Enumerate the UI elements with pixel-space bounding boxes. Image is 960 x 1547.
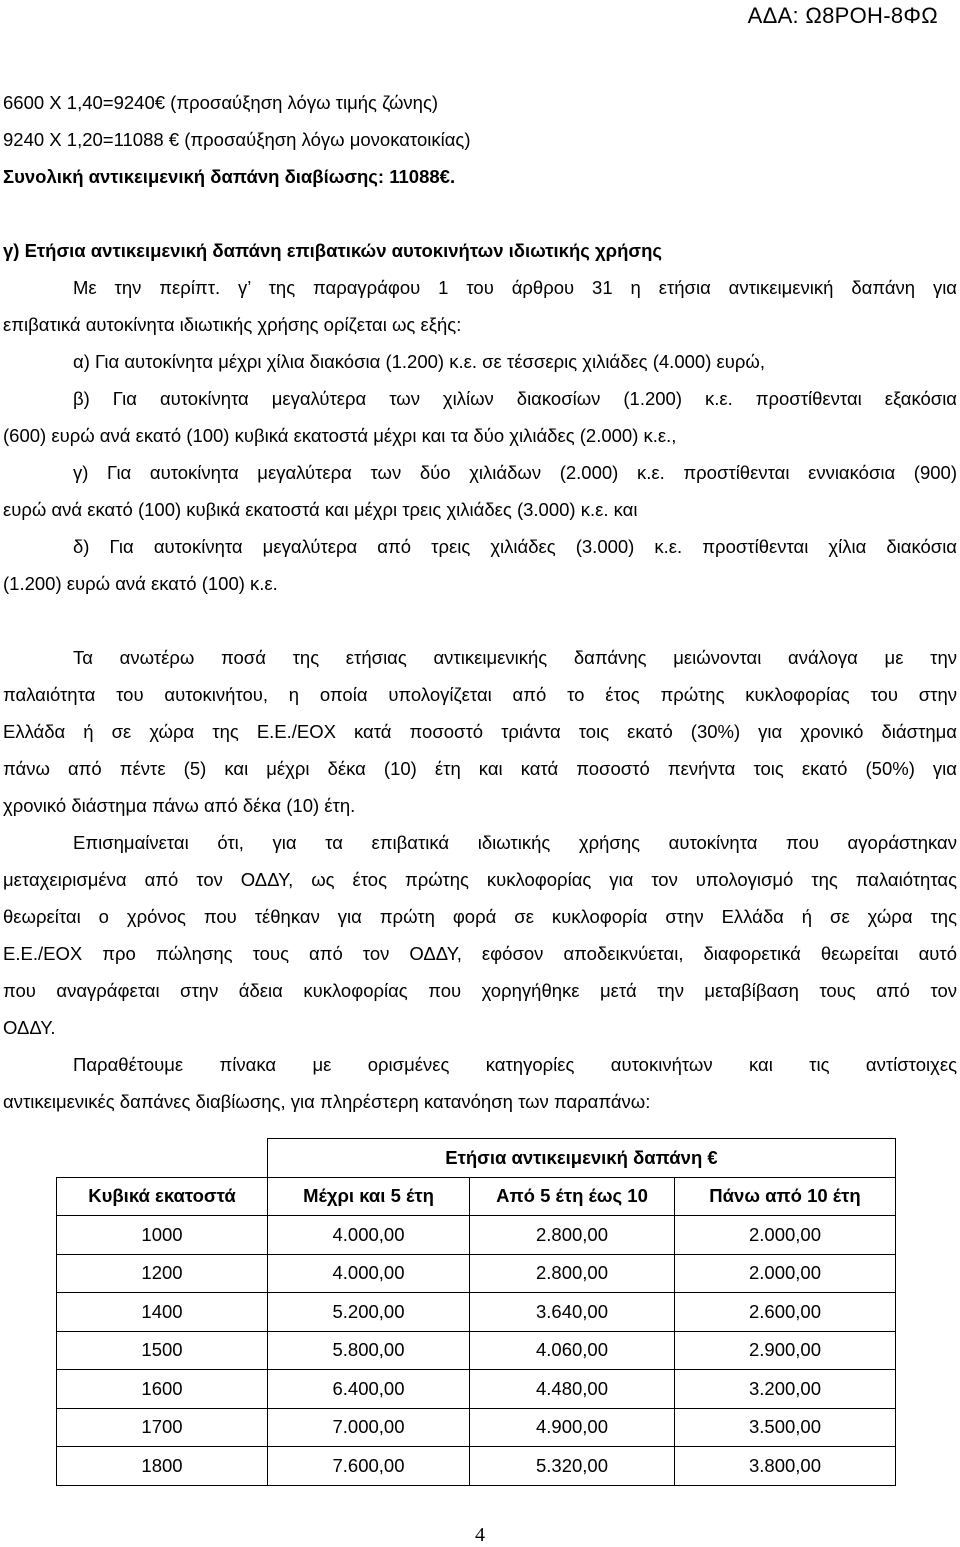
cell-value: 3.200,00 (675, 1370, 896, 1409)
cell-value: 4.000,00 (268, 1216, 470, 1255)
table-row (57, 1370, 896, 1409)
rule-d-line-1: δ) Για αυτοκίνητα μεγαλύτερα από τρεις χιλιάδες (3.000) κ.ε. προστίθενται χίλια διακόσια (73, 536, 957, 557)
page-number: 4 (475, 1524, 485, 1546)
para2-line-6: ΟΔΔΥ. (3, 1017, 56, 1038)
para2-line-5: που αναγράφεται στην άδεια κυκλοφορίας που χορηγήθηκε μετά την μεταβίβαση τους από τον (3, 980, 957, 1001)
header-5-to-10: Από 5 έτη έως 10 (470, 1177, 675, 1216)
cell-cc: 1800 (57, 1447, 268, 1486)
para2-line-1: Επισημαίνεται ότι, για τα επιβατικά ιδιωτικής χρήσης αυτοκίνητα που αγοράστηκαν (73, 832, 957, 853)
cell-cc: 1000 (57, 1216, 268, 1255)
empty-corner-cell (57, 1139, 268, 1178)
cell-value: 5.200,00 (268, 1293, 470, 1332)
para1-line-3: Ελλάδα ή σε χώρα της Ε.Ε./ΕΟΧ κατά ποσοστό τριάντα τοις εκατό (30%) για χρονικό διάστημα (3, 721, 957, 742)
table-row (57, 1216, 896, 1255)
para1-line-4: πάνω από πέντε (5) και μέχρι δέκα (10) έτη και κατά ποσοστό πενήντα τοις εκατό (50%) για (3, 758, 957, 779)
rule-b-line-2: (600) ευρώ ανά εκατό (100) κυβικά εκατοστά μέχρι και τα δύο χιλιάδες (2.000) κ.ε., (3, 425, 677, 446)
cell-value: 5.800,00 (268, 1331, 470, 1370)
cell-value: 2.800,00 (470, 1254, 675, 1293)
para1-line-5: χρονικό διάστημα πάνω από δέκα (10) έτη. (3, 795, 356, 816)
para2-line-2: μεταχειρισμένα από τον ΟΔΔΥ, ως έτος πρώτης κυκλοφορίας για τον υπολογισμό της παλαιότητας (3, 869, 957, 890)
rule-c-line-1: γ) Για αυτοκίνητα μεγαλύτερα των δύο χιλιάδων (2.000) κ.ε. προστίθενται εννιακόσια (900) (73, 462, 957, 483)
rule-c-line-2: ευρώ ανά εκατό (100) κυβικά εκατοστά και μέχρι τρεις χιλιάδες (3.000) κ.ε. και (3, 499, 638, 520)
cell-value: 2.000,00 (675, 1216, 896, 1255)
header-over-10: Πάνω από 10 έτη (675, 1177, 896, 1216)
intro-line-2: επιβατικά αυτοκίνητα ιδιωτικής χρήσης ορίζεται ως εξής: (3, 314, 462, 335)
cell-value: 3.640,00 (470, 1293, 675, 1332)
table-row (57, 1254, 896, 1293)
para1-line-2: παλαιότητα του αυτοκινήτου, η οποία υπολογίζεται από το έτος πρώτης κυκλοφορίας του στην (3, 684, 957, 705)
cell-value: 4.060,00 (470, 1331, 675, 1370)
cell-value: 2.900,00 (675, 1331, 896, 1370)
cell-value: 7.600,00 (268, 1447, 470, 1486)
cost-table (56, 1138, 896, 1486)
cell-cc: 1600 (57, 1370, 268, 1409)
calc-line-2: 9240 Χ 1,20=11088 € (προσαύξηση λόγω μονοκατοικίας) (3, 129, 471, 150)
cell-value: 4.900,00 (470, 1408, 675, 1447)
cell-cc: 1200 (57, 1254, 268, 1293)
table-title-row (57, 1139, 896, 1178)
cell-value: 2.000,00 (675, 1254, 896, 1293)
cell-value: 4.480,00 (470, 1370, 675, 1409)
para2-line-3: θεωρείται ο χρόνος που τέθηκαν για πρώτη φορά σε κυκλοφορία στην Ελλάδα ή σε χώρα της (3, 906, 957, 927)
table-row (57, 1447, 896, 1486)
table-header-row (57, 1177, 896, 1216)
cell-value: 4.000,00 (268, 1254, 470, 1293)
intro-line-1: Με την περίπτ. γ’ της παραγράφου 1 του άρθρου 31 η ετήσια αντικειμενική δαπάνη για (73, 277, 957, 298)
table-title: Ετήσια αντικειμενική δαπάνη € (268, 1139, 896, 1178)
table-row (57, 1331, 896, 1370)
header-up-to-5: Μέχρι και 5 έτη (268, 1177, 470, 1216)
cell-value: 5.320,00 (470, 1447, 675, 1486)
table-row (57, 1293, 896, 1332)
table-row (57, 1408, 896, 1447)
cell-value: 3.500,00 (675, 1408, 896, 1447)
rule-b-line-1: β) Για αυτοκίνητα μεγαλύτερα των χιλίων διακοσίων (1.200) κ.ε. προστίθενται εξακόσια (73, 388, 957, 409)
para2-line-4: Ε.Ε./ΕΟΧ προ πώλησης τους από τον ΟΔΔΥ, εφόσον αποδεικνύεται, διαφορετικά θεωρείται αυτό (3, 943, 957, 964)
cell-cc: 1500 (57, 1331, 268, 1370)
cell-value: 2.800,00 (470, 1216, 675, 1255)
cell-value: 3.800,00 (675, 1447, 896, 1486)
ada-code: ΑΔΑ: Ω8ΡΟΗ-8ΦΩ (747, 3, 938, 28)
para3-line-1: Παραθέτουμε πίνακα με ορισμένες κατηγορίες αυτοκινήτων και τις αντίστοιχες (73, 1054, 957, 1075)
rule-d-line-2: (1.200) ευρώ ανά εκατό (100) κ.ε. (3, 573, 278, 594)
cell-value: 2.600,00 (675, 1293, 896, 1332)
cell-value: 6.400,00 (268, 1370, 470, 1409)
total-cost-line: Συνολική αντικειμενική δαπάνη διαβίωσης: 11088€. (3, 166, 456, 187)
rule-a: α) Για αυτοκίνητα μέχρι χίλια διακόσια (1.200) κ.ε. σε τέσσερις χιλιάδες (4.000) ευρώ, (73, 351, 765, 372)
calc-line-1: 6600 Χ 1,40=9240€ (προσαύξηση λόγω τιμής ζώνης) (3, 92, 439, 113)
cell-value: 7.000,00 (268, 1408, 470, 1447)
cell-cc: 1700 (57, 1408, 268, 1447)
para1-line-1: Τα ανωτέρω ποσά της ετήσιας αντικειμενικής δαπάνης μειώνονται ανάλογα με την (73, 647, 957, 668)
cell-cc: 1400 (57, 1293, 268, 1332)
para3-line-2: αντικειμενικές δαπάνες διαβίωσης, για πληρέστερη κατανόηση των παραπάνω: (3, 1091, 651, 1112)
section-heading: γ) Ετήσια αντικειμενική δαπάνη επιβατικών αυτοκινήτων ιδιωτικής χρήσης (3, 240, 662, 261)
header-cc: Κυβικά εκατοστά (57, 1177, 268, 1216)
